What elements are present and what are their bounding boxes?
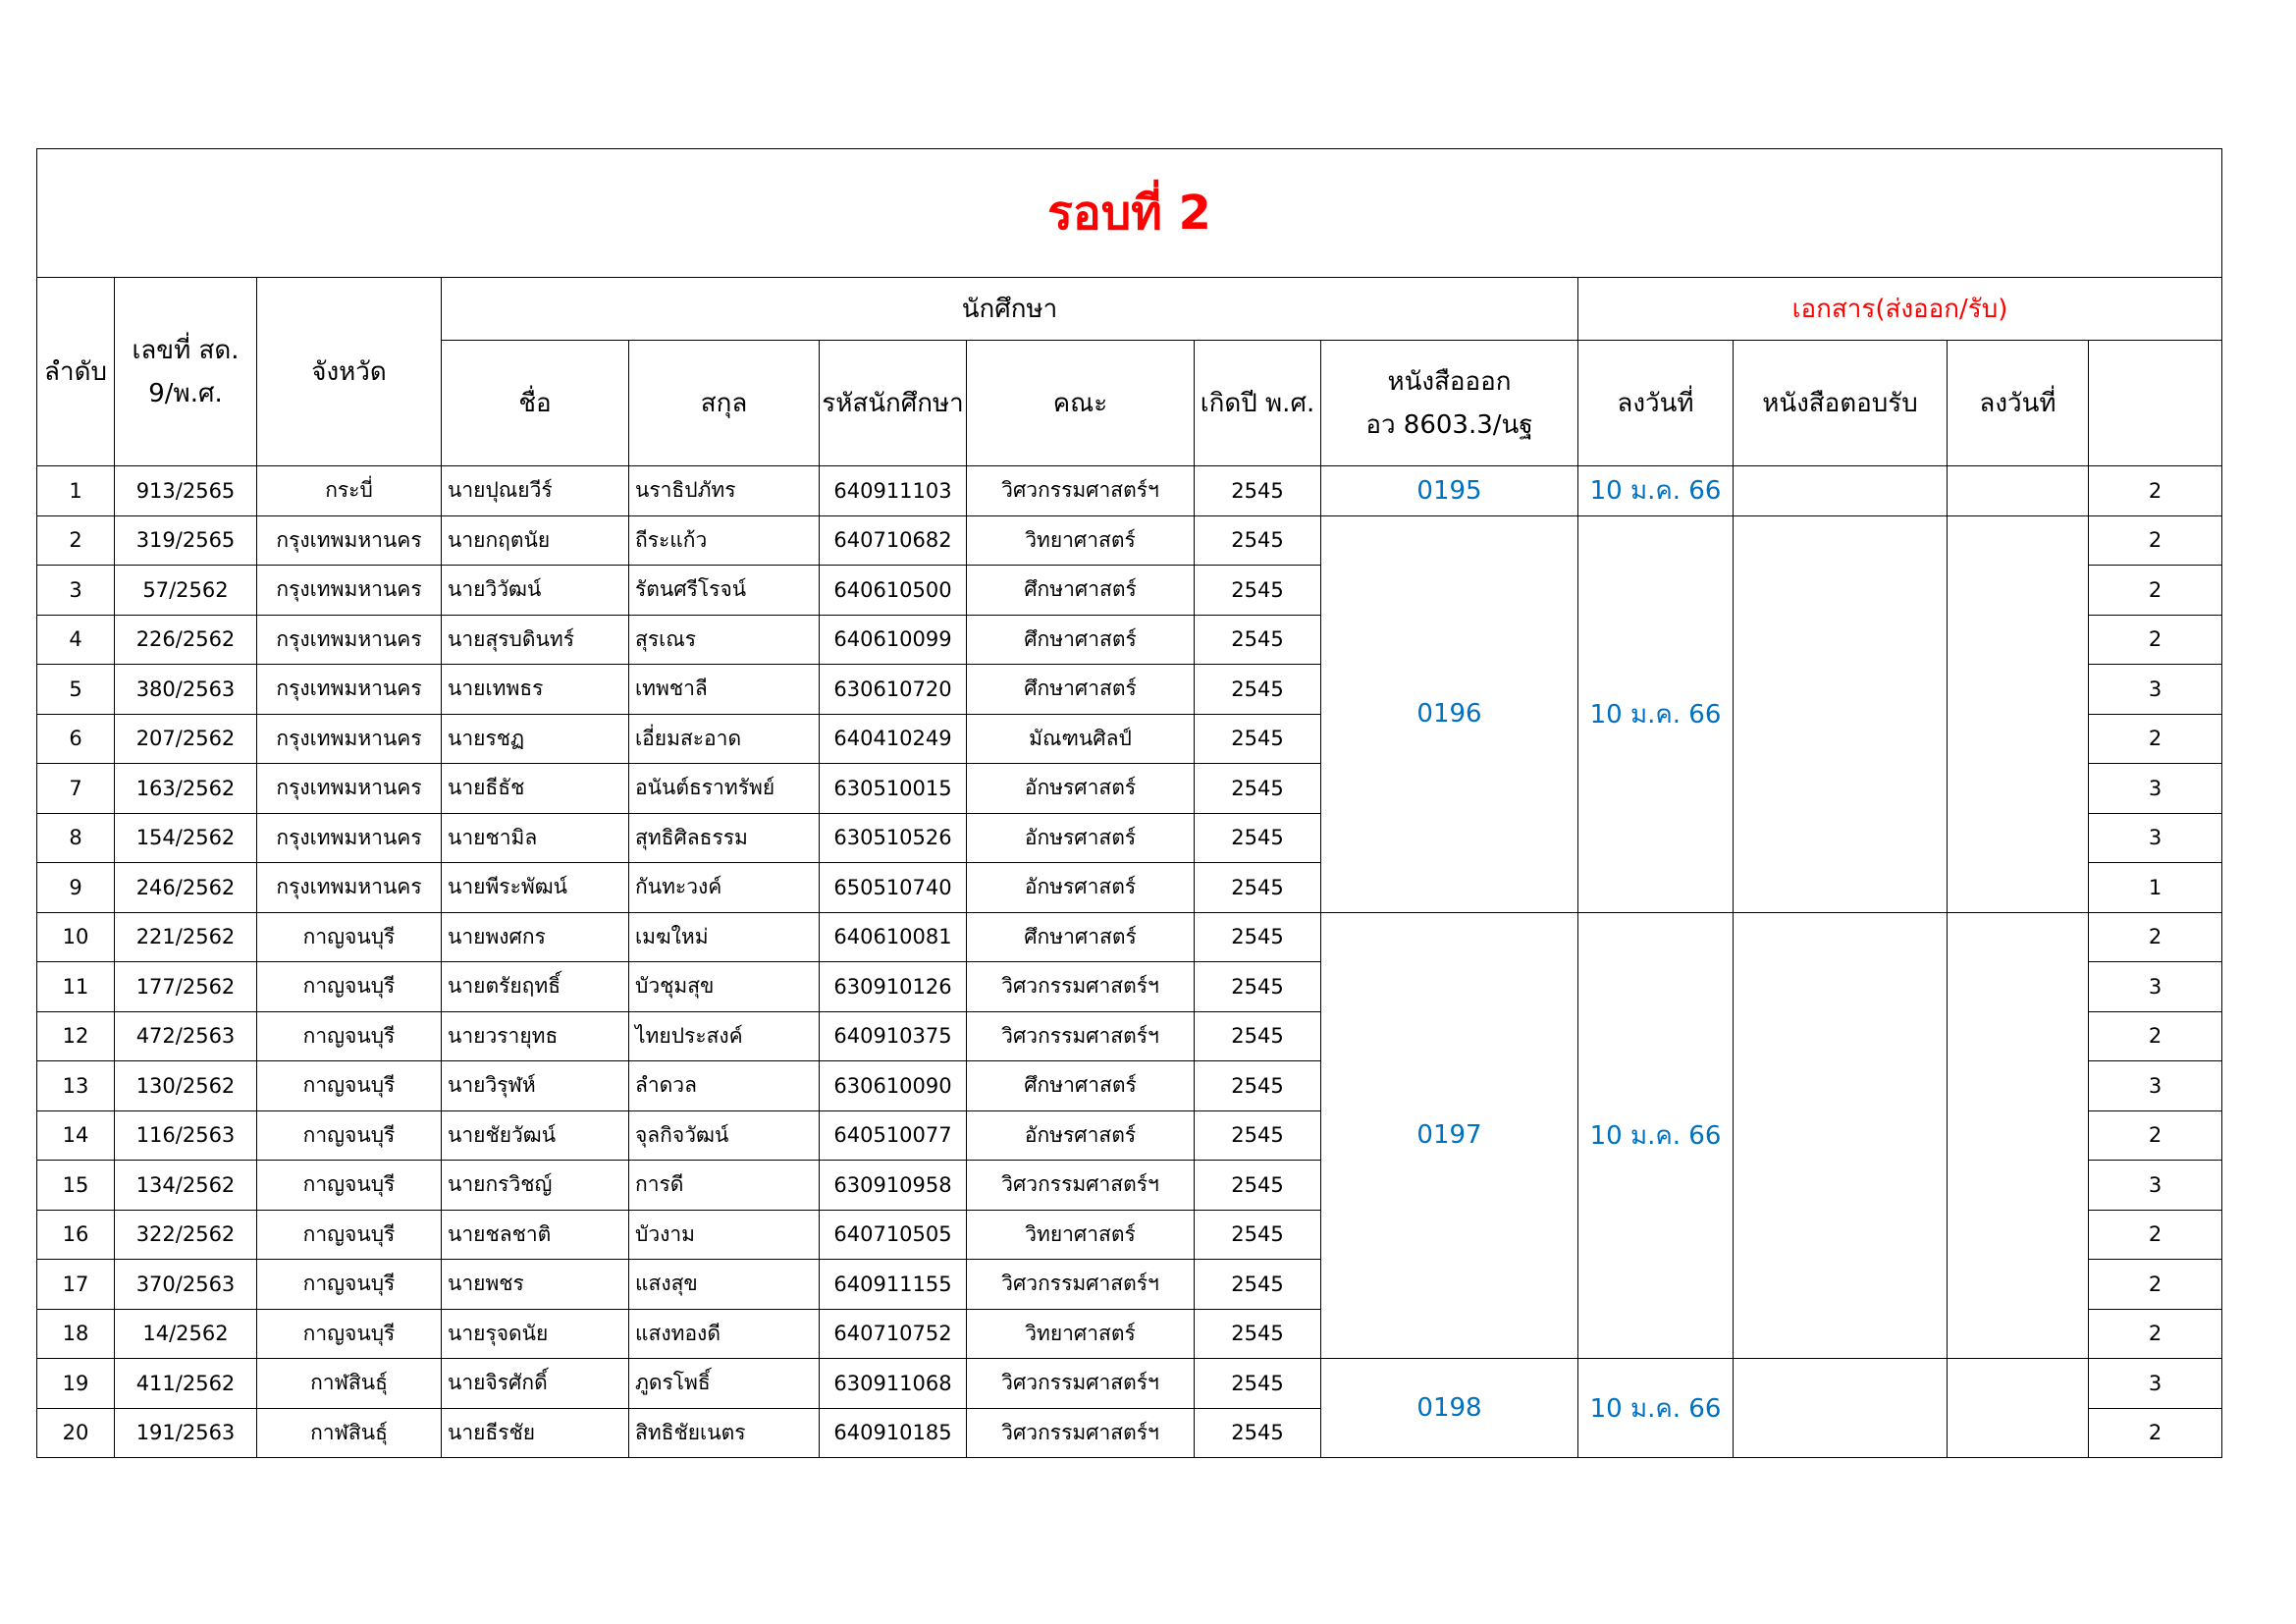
province-cell: กาญจนบุรี (257, 962, 442, 1012)
row-number-cell: 19 (37, 1359, 115, 1409)
header-no: ลำดับ (37, 278, 115, 466)
student-id-cell: 630911068 (820, 1359, 967, 1409)
row-number-cell: 7 (37, 764, 115, 814)
row-number-cell: 1 (37, 466, 115, 516)
out-letter-number-cell: 0198 (1321, 1359, 1578, 1458)
province-cell: กรุงเทพมหานคร (257, 764, 442, 814)
faculty-cell: ศึกษาศาสตร์ (967, 566, 1195, 616)
last-name-cell: เทพชาลี (629, 665, 820, 715)
last-name-cell: ไทยประสงค์ (629, 1011, 820, 1061)
student-id-cell: 640510077 (820, 1110, 967, 1161)
table-row (37, 466, 2222, 516)
first-name-cell: นายชลชาติ (442, 1210, 629, 1260)
birth-year-cell: 2545 (1195, 566, 1321, 616)
last-name-cell: สิทธิชัยเนตร (629, 1408, 820, 1458)
last-name-cell: อนันต์ธราทรัพย์ (629, 764, 820, 814)
doc-number-cell: 57/2562 (115, 566, 257, 616)
first-name-cell: นายชามิล (442, 813, 629, 863)
first-name-cell: นายพีระพัฒน์ (442, 863, 629, 913)
faculty-cell: อักษรศาสตร์ (967, 1110, 1195, 1161)
year-level-cell: 2 (2089, 1210, 2222, 1260)
doc-number-cell: 14/2562 (115, 1309, 257, 1359)
row-number-cell: 5 (37, 665, 115, 715)
out-letter-date-cell: 10 ม.ค. 66 (1578, 1359, 1734, 1458)
birth-year-cell: 2545 (1195, 1359, 1321, 1409)
table-row (37, 1359, 2222, 1409)
doc-number-cell: 116/2563 (115, 1110, 257, 1161)
first-name-cell: นายรุจดนัย (442, 1309, 629, 1359)
doc-number-cell: 221/2562 (115, 912, 257, 962)
faculty-cell: วิทยาศาสตร์ (967, 515, 1195, 566)
last-name-cell: แสงทองดี (629, 1309, 820, 1359)
student-id-cell: 640911103 (820, 466, 967, 516)
province-cell: กรุงเทพมหานคร (257, 615, 442, 665)
out-letter-number-cell: 0196 (1321, 515, 1578, 912)
document-sheet (36, 148, 2221, 1458)
row-number-cell: 15 (37, 1161, 115, 1211)
province-cell: กรุงเทพมหานคร (257, 813, 442, 863)
reply-letter-cell (1734, 1359, 1948, 1458)
row-number-cell: 12 (37, 1011, 115, 1061)
doc-number-cell: 154/2562 (115, 813, 257, 863)
year-level-cell: 2 (2089, 1011, 2222, 1061)
province-cell: กรุงเทพมหานคร (257, 515, 442, 566)
student-id-cell: 650510740 (820, 863, 967, 913)
header-first-name: ชื่อ (442, 341, 629, 466)
last-name-cell: จุลกิจวัฒน์ (629, 1110, 820, 1161)
birth-year-cell: 2545 (1195, 615, 1321, 665)
row-number-cell: 14 (37, 1110, 115, 1161)
student-id-cell: 630510015 (820, 764, 967, 814)
first-name-cell: นายชัยวัฒน์ (442, 1110, 629, 1161)
year-level-cell: 3 (2089, 1359, 2222, 1409)
year-level-cell: 3 (2089, 665, 2222, 715)
reply-letter-cell (1734, 912, 1948, 1359)
reply-date-cell (1948, 912, 2089, 1359)
first-name-cell: นายปุณยวีร์ (442, 466, 629, 516)
first-name-cell: นายวิรุฬห์ (442, 1061, 629, 1111)
last-name-cell: สุรเณร (629, 615, 820, 665)
birth-year-cell: 2545 (1195, 1210, 1321, 1260)
year-level-cell: 2 (2089, 1309, 2222, 1359)
last-name-cell: ถีระแก้ว (629, 515, 820, 566)
student-id-cell: 640610500 (820, 566, 967, 616)
table-row (37, 912, 2222, 962)
birth-year-cell: 2545 (1195, 1408, 1321, 1458)
row-number-cell: 8 (37, 813, 115, 863)
year-level-cell: 2 (2089, 615, 2222, 665)
faculty-cell: ศึกษาศาสตร์ (967, 665, 1195, 715)
faculty-cell: ศึกษาศาสตร์ (967, 912, 1195, 962)
student-table (36, 148, 2222, 1458)
student-id-cell: 630910958 (820, 1161, 967, 1211)
doc-number-cell: 177/2562 (115, 962, 257, 1012)
reply-letter-cell (1734, 466, 1948, 516)
faculty-cell: วิทยาศาสตร์ (967, 1309, 1195, 1359)
doc-number-cell: 207/2562 (115, 714, 257, 764)
birth-year-cell: 2545 (1195, 714, 1321, 764)
header-reply-letter: หนังสือตอบรับ (1734, 341, 1948, 466)
header-date-reply: ลงวันที่ (1948, 341, 2089, 466)
first-name-cell: นายวิวัฒน์ (442, 566, 629, 616)
table-body (37, 466, 2222, 1458)
year-level-cell: 1 (2089, 863, 2222, 913)
last-name-cell: เมฆใหม่ (629, 912, 820, 962)
header-doc-no (115, 278, 257, 466)
year-level-cell: 3 (2089, 764, 2222, 814)
birth-year-cell: 2545 (1195, 813, 1321, 863)
province-cell: กระบี่ (257, 466, 442, 516)
last-name-cell: การดี (629, 1161, 820, 1211)
province-cell: กาฬสินธุ์ (257, 1359, 442, 1409)
doc-number-cell: 191/2563 (115, 1408, 257, 1458)
row-number-cell: 20 (37, 1408, 115, 1458)
province-cell: กรุงเทพมหานคร (257, 566, 442, 616)
header-student-group: นักศึกษา (442, 278, 1578, 341)
doc-number-cell: 380/2563 (115, 665, 257, 715)
last-name-cell: ลำดวล (629, 1061, 820, 1111)
reply-date-cell (1948, 515, 2089, 912)
year-level-cell: 3 (2089, 962, 2222, 1012)
doc-number-cell: 134/2562 (115, 1161, 257, 1211)
header-province: จังหวัด (257, 278, 442, 466)
row-number-cell: 9 (37, 863, 115, 913)
student-id-cell: 640911155 (820, 1260, 967, 1310)
first-name-cell: นายเทพธร (442, 665, 629, 715)
header-doc-no-line2: 9/พ.ศ. (148, 378, 223, 408)
student-id-cell: 640710682 (820, 515, 967, 566)
student-id-cell: 640710752 (820, 1309, 967, 1359)
birth-year-cell: 2545 (1195, 863, 1321, 913)
province-cell: กาญจนบุรี (257, 1161, 442, 1211)
row-number-cell: 4 (37, 615, 115, 665)
faculty-cell: วิทยาศาสตร์ (967, 1210, 1195, 1260)
year-level-cell: 2 (2089, 515, 2222, 566)
birth-year-cell: 2545 (1195, 1061, 1321, 1111)
first-name-cell: นายตรัยฤทธิ์ (442, 962, 629, 1012)
year-level-cell: 2 (2089, 466, 2222, 516)
header-date-out: ลงวันที่ (1578, 341, 1734, 466)
out-letter-date-cell: 10 ม.ค. 66 (1578, 515, 1734, 912)
year-level-cell: 2 (2089, 1260, 2222, 1310)
year-level-cell: 3 (2089, 1061, 2222, 1111)
doc-number-cell: 370/2563 (115, 1260, 257, 1310)
province-cell: กรุงเทพมหานคร (257, 665, 442, 715)
header-last-name: สกุล (629, 341, 820, 466)
province-cell: กาญจนบุรี (257, 1110, 442, 1161)
year-level-cell: 2 (2089, 912, 2222, 962)
year-level-cell: 2 (2089, 1408, 2222, 1458)
doc-number-cell: 472/2563 (115, 1011, 257, 1061)
year-level-cell: 2 (2089, 566, 2222, 616)
student-id-cell: 630510526 (820, 813, 967, 863)
birth-year-cell: 2545 (1195, 912, 1321, 962)
row-number-cell: 6 (37, 714, 115, 764)
first-name-cell: นายธีรชัย (442, 1408, 629, 1458)
first-name-cell: นายธีธัช (442, 764, 629, 814)
province-cell: กาญจนบุรี (257, 1309, 442, 1359)
faculty-cell: อักษรศาสตร์ (967, 863, 1195, 913)
last-name-cell: สุทธิศิลธรรม (629, 813, 820, 863)
faculty-cell: มัณฑนศิลป์ (967, 714, 1195, 764)
row-number-cell: 16 (37, 1210, 115, 1260)
last-name-cell: ภูดรโพธิ์ (629, 1359, 820, 1409)
student-id-cell: 630610090 (820, 1061, 967, 1111)
row-number-cell: 10 (37, 912, 115, 962)
province-cell: กรุงเทพมหานคร (257, 714, 442, 764)
out-letter-date-cell: 10 ม.ค. 66 (1578, 912, 1734, 1359)
birth-year-cell: 2545 (1195, 1260, 1321, 1310)
birth-year-cell: 2545 (1195, 1110, 1321, 1161)
year-level-cell: 2 (2089, 714, 2222, 764)
province-cell: กาญจนบุรี (257, 912, 442, 962)
student-id-cell: 640710505 (820, 1210, 967, 1260)
row-number-cell: 18 (37, 1309, 115, 1359)
out-letter-date-cell: 10 ม.ค. 66 (1578, 466, 1734, 516)
row-number-cell: 2 (37, 515, 115, 566)
faculty-cell: ศึกษาศาสตร์ (967, 1061, 1195, 1111)
header-birth-year: เกิดปี พ.ศ. (1195, 341, 1321, 466)
doc-number-cell: 411/2562 (115, 1359, 257, 1409)
header-out-letter (1321, 341, 1578, 466)
birth-year-cell: 2545 (1195, 962, 1321, 1012)
doc-number-cell: 319/2565 (115, 515, 257, 566)
faculty-cell: วิศวกรรมศาสตร์ฯ (967, 466, 1195, 516)
birth-year-cell: 2545 (1195, 466, 1321, 516)
student-id-cell: 630610720 (820, 665, 967, 715)
province-cell: กาญจนบุรี (257, 1260, 442, 1310)
student-id-cell: 640610099 (820, 615, 967, 665)
province-cell: กรุงเทพมหานคร (257, 863, 442, 913)
student-id-cell: 640910185 (820, 1408, 967, 1458)
last-name-cell: กันทะวงค์ (629, 863, 820, 913)
first-name-cell: นายจิรศักดิ์ (442, 1359, 629, 1409)
province-cell: กาญจนบุรี (257, 1210, 442, 1260)
reply-letter-cell (1734, 515, 1948, 912)
last-name-cell: นราธิปภัทร (629, 466, 820, 516)
student-id-cell: 640410249 (820, 714, 967, 764)
student-id-cell: 640610081 (820, 912, 967, 962)
province-cell: กาญจนบุรี (257, 1011, 442, 1061)
first-name-cell: นายกรวิชญ์ (442, 1161, 629, 1211)
last-name-cell: รัตนศรีโรจน์ (629, 566, 820, 616)
row-number-cell: 11 (37, 962, 115, 1012)
out-letter-number-cell: 0197 (1321, 912, 1578, 1359)
birth-year-cell: 2545 (1195, 665, 1321, 715)
header-doc-no-line1: เลขที่ สด. (132, 335, 240, 365)
row-number-cell: 3 (37, 566, 115, 616)
out-letter-number-cell: 0195 (1321, 466, 1578, 516)
table-row (37, 515, 2222, 566)
header-documents-group: เอกสาร(ส่งออก/รับ) (1578, 278, 2222, 341)
first-name-cell: นายกฤตนัย (442, 515, 629, 566)
header-out-letter-line2: อว 8603.3/นฐ (1365, 409, 1533, 440)
page-title: รอบที่ 2 (37, 149, 2222, 278)
doc-number-cell: 130/2562 (115, 1061, 257, 1111)
faculty-cell: ศึกษาศาสตร์ (967, 615, 1195, 665)
first-name-cell: นายพชร (442, 1260, 629, 1310)
doc-number-cell: 163/2562 (115, 764, 257, 814)
faculty-cell: วิศวกรรมศาสตร์ฯ (967, 1011, 1195, 1061)
reply-date-cell (1948, 466, 2089, 516)
row-number-cell: 13 (37, 1061, 115, 1111)
birth-year-cell: 2545 (1195, 1161, 1321, 1211)
row-number-cell: 17 (37, 1260, 115, 1310)
faculty-cell: วิศวกรรมศาสตร์ฯ (967, 962, 1195, 1012)
last-name-cell: แสงสุข (629, 1260, 820, 1310)
header-faculty: คณะ (967, 341, 1195, 466)
birth-year-cell: 2545 (1195, 764, 1321, 814)
first-name-cell: นายรชฏ (442, 714, 629, 764)
faculty-cell: วิศวกรรมศาสตร์ฯ (967, 1161, 1195, 1211)
faculty-cell: อักษรศาสตร์ (967, 764, 1195, 814)
first-name-cell: นายสุรบดินทร์ (442, 615, 629, 665)
doc-number-cell: 913/2565 (115, 466, 257, 516)
year-level-cell: 2 (2089, 1110, 2222, 1161)
doc-number-cell: 322/2562 (115, 1210, 257, 1260)
last-name-cell: บัวชุมสุข (629, 962, 820, 1012)
doc-number-cell: 226/2562 (115, 615, 257, 665)
province-cell: กาญจนบุรี (257, 1061, 442, 1111)
birth-year-cell: 2545 (1195, 1011, 1321, 1061)
header-student-id: รหัสนักศึกษา (820, 341, 967, 466)
student-id-cell: 640910375 (820, 1011, 967, 1061)
reply-date-cell (1948, 1359, 2089, 1458)
faculty-cell: วิศวกรรมศาสตร์ฯ (967, 1359, 1195, 1409)
province-cell: กาฬสินธุ์ (257, 1408, 442, 1458)
faculty-cell: วิศวกรรมศาสตร์ฯ (967, 1260, 1195, 1310)
last-name-cell: เอี่ยมสะอาด (629, 714, 820, 764)
year-level-cell: 3 (2089, 813, 2222, 863)
student-id-cell: 630910126 (820, 962, 967, 1012)
header-out-letter-line1: หนังสือออก (1387, 366, 1512, 397)
birth-year-cell: 2545 (1195, 515, 1321, 566)
first-name-cell: นายพงศกร (442, 912, 629, 962)
year-level-cell: 3 (2089, 1161, 2222, 1211)
faculty-cell: อักษรศาสตร์ (967, 813, 1195, 863)
doc-number-cell: 246/2562 (115, 863, 257, 913)
faculty-cell: วิศวกรรมศาสตร์ฯ (967, 1408, 1195, 1458)
first-name-cell: นายวรายุทธ (442, 1011, 629, 1061)
last-name-cell: บัวงาม (629, 1210, 820, 1260)
birth-year-cell: 2545 (1195, 1309, 1321, 1359)
